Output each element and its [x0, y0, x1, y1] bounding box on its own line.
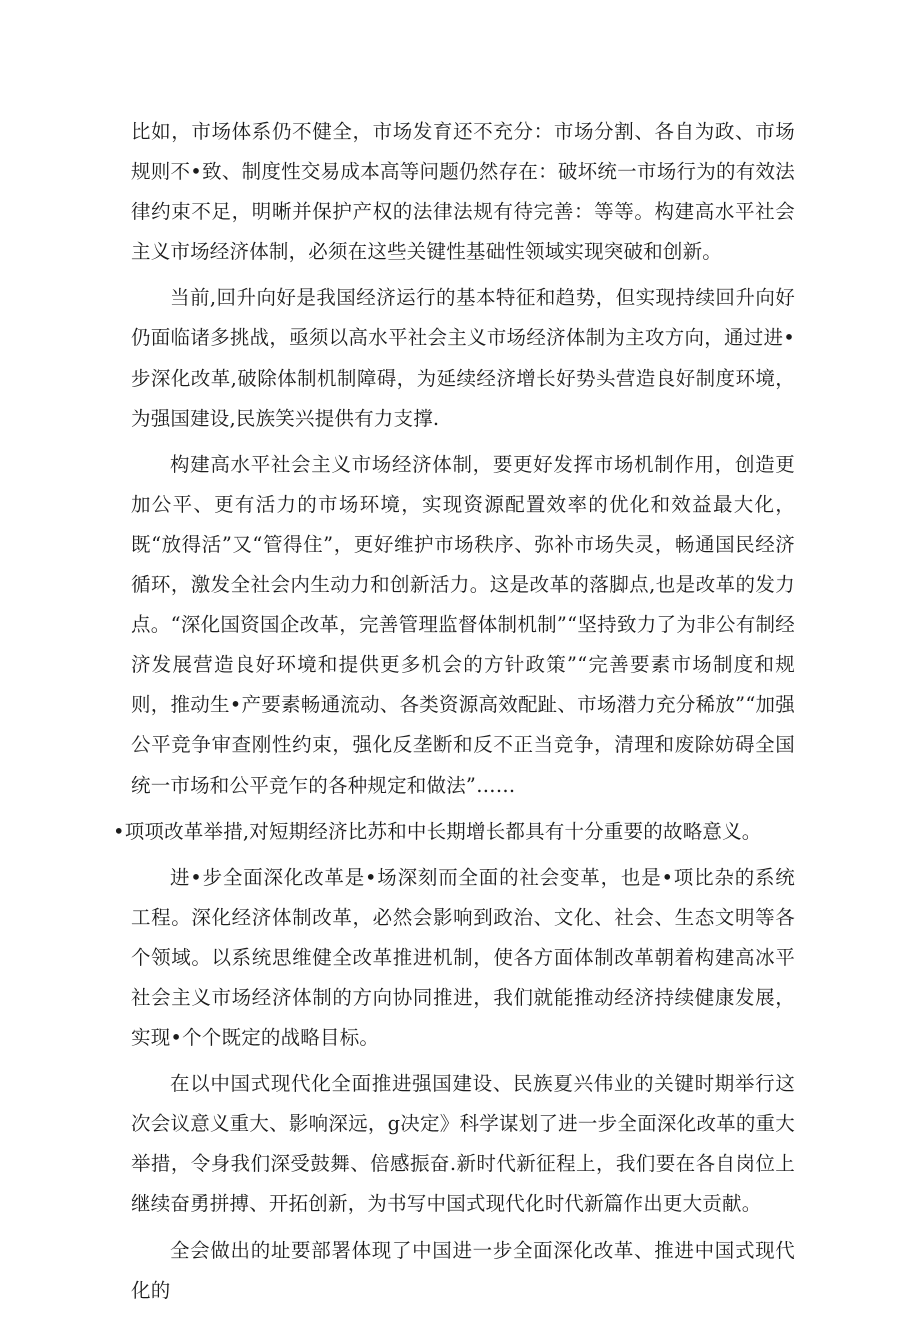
- paragraph-market-mechanism: 构建高水平社会主义市场经济体制，要更好发挥市场机制作用，创造更加公平、更有活力的市场环境，实现资源配置效率的优化和效益最大化，既“放得活”又“管得住”，更好维护市场秩序、弥补市场失灵，畅通国民经济循环，激发全社会内生动力和创新活力。这是改革的落脚点,也是改革的发力点。“深化国资国企改革，完善管理监督体制机制”“坚持致力了为非公有制经济发展营造良好环境和提供更多机会的方针政策”“完善要素市场制度和规则，推动生•产要素畅通流动、各类资源高效配趾、市场潜力充分稀放”“加强公平竞争审查刚性约束，强化反垄断和反不正当竞争，清理和废除妨碍全国统一市场和公平竞乍的各种规定和做法”……: [131, 452, 795, 797]
- paragraph-systemic-reform: 进•步全面深化改革是•场深刻而全面的社会变革，也是•项比杂的系统工程。深化经济体制改革，必然会影响到政治、文化、社会、生态文明等各个领域。以系统思维健全改革推进机制，使各方面体制改革朝着构建高冰平社会主义市场经济体制的方向协同推进，我们就能推动经济持续健康发展，实现•个个既定的战略目标。: [131, 865, 795, 1050]
- paragraph-economic-recovery: 当前,回升向好是我国经济运行的基本特征和趋势，但实现持续回升向好仍面临诸多挑战，亟须以高水平社会主义市场经济体制为主攻方向，通过进•步深化改革,破除体制机制障碍，为延续经济增长好势头营造良好制度环境，为强国建设,民族笑兴提供有力支撑.: [131, 286, 795, 430]
- paragraph-market-system: 比如，市场体系仍不健全，市场发育还不充分：市场分割、各自为政、市场规则不•致、制度性交易成本高等问题仍然存在：破坏统一市场行为的有效法律约束不足，明晰并保护产权的法律法规有待完善：等等。构建高水平社会主义市场经济体制，必须在这些关键性基础性领域实现突破和创新。: [131, 120, 795, 264]
- document-page: [113, 112, 795, 1317]
- paragraph-reform-measures: •项项改革举措,对短期经济比苏和中长期增长都具有十分重要的故略意义。: [113, 819, 762, 843]
- paragraph-plenary-deployment: 全会做出的址要部署体现了中国进一步全面深化改革、推进中国式现代化的: [131, 1238, 795, 1302]
- paragraph-plenary-significance: 在以中国式现代化全面推进强国建设、民族夏兴伟业的关键时期举行这次会议意义重大、影响深远，g决定》科学谋划了进一步全面深化改革的重大举措，令身我们深受鼓舞、倍感振奋.新时代新征程上，我们要在各自岗位上继续奋勇拼搏、开拓创新，为书写中国式现代化时代新篇作出更大贡献。: [131, 1072, 795, 1216]
